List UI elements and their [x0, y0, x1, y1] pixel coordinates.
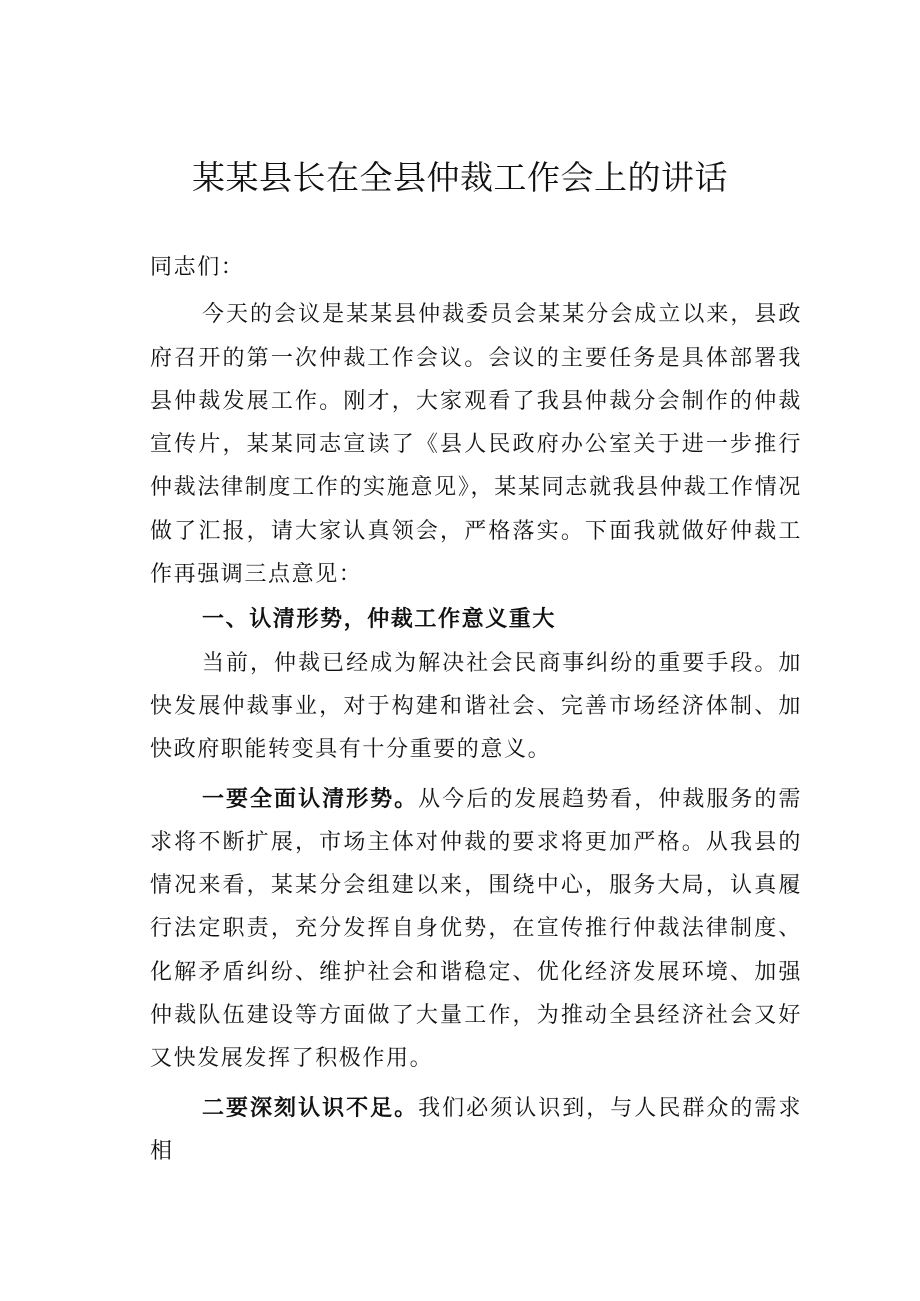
point-2-paragraph [150, 1087, 802, 1174]
document-body [150, 246, 802, 1173]
salutation: 同志们： [150, 255, 245, 280]
document-title: 某某县长在全县仲裁工作会上的讲话 [192, 158, 728, 197]
section-heading-1: 一、认清形势，仲裁工作意义重大 [202, 607, 557, 633]
point-2-text: 我们必须认识到，与人民群众的需求相 [150, 1095, 802, 1164]
point-1-text: 从今后的发展趋势看，仲裁服务的需求将不断扩展，市场主体对仲裁的要求将更加严格。从我县的情况来看，某某分会组建以来，围绕中心，服务大局，认真履行法定职责，充分发挥自身优势，在宣传推行仲裁法律制度、化解矛盾纠纷、维护社会和谐稳定、优化经济发展环境、加强仲裁队伍建设等方面做了大量工作，为推动全县经济社会又好又快发展发挥了积极作用。 [150, 786, 802, 1072]
point-2-lead: 二要深刻认识不足。 [202, 1095, 419, 1121]
section-intro-paragraph: 当前，仲裁已经成为解决社会民商事纠纷的重要手段。加快发展仲裁事业，对于构建和谐社会、完善市场经济体制、加快政府职能转变具有十分重要的意义。 [150, 650, 802, 763]
point-1-paragraph [150, 778, 802, 1081]
point-1-lead: 一要全面认清形势。 [202, 786, 419, 812]
opening-paragraph: 今天的会议是某某县仲裁委员会某某分会成立以来，县政府召开的第一次仲裁工作会议。会议的主要任务是具体部署我县仲裁发展工作。刚才，大家观看了我县仲裁分会制作的仲裁宣传片，某某同志宣读了《县人民政府办公室关于进一步推行仲裁法律制度工作的实施意见》，某某同志就我县仲裁工作情况做了汇报，请大家认真领会，严格落实。下面我就做好仲裁工作再强调三点意见： [150, 302, 802, 588]
